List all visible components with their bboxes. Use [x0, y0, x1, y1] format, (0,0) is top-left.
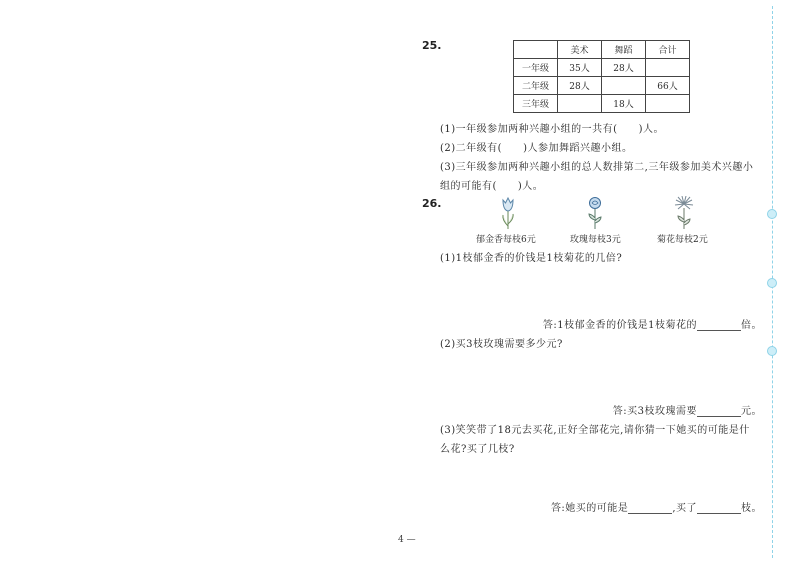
table-cell: 二年级: [514, 77, 558, 95]
q26-sub1-question: (1)1枝郁金香的价钱是1枝菊花的几倍?: [440, 253, 623, 264]
answer-text: 元。: [741, 406, 762, 417]
table-cell: 28人: [602, 59, 646, 77]
q26-sub2-question: (2)买3枝玫瑰需要多少元?: [440, 339, 563, 350]
table-row: [514, 95, 690, 113]
table-cell: 28人: [558, 77, 602, 95]
q25-sub1: (1)一年级参加两种兴趣小组的一共有( )人。: [440, 124, 664, 135]
answer-blank[interactable]: [697, 503, 741, 514]
answer-text: 倍。: [741, 320, 762, 331]
table-row: [514, 41, 690, 59]
binding-hole-icon: [767, 346, 777, 356]
table-cell: 一年级: [514, 59, 558, 77]
q26-sub1-answer: [543, 316, 762, 331]
rose-icon: [584, 196, 606, 230]
table-cell: [646, 95, 690, 113]
question-26-number: 26.: [422, 197, 442, 210]
stats-table: [513, 40, 690, 113]
answer-text: ,买了: [672, 503, 697, 514]
answer-text: 答:买3枝玫瑰需要: [612, 406, 697, 417]
q25-sub2: (2)二年级有( )人参加舞蹈兴趣小组。: [440, 143, 633, 154]
answer-text: 枝。: [741, 503, 762, 514]
q25-sub3-line2: 组的可能有( )人。: [440, 181, 544, 192]
q26-sub2-answer: [613, 402, 762, 417]
q26-sub3-question-line2: 么花?买了几枝?: [440, 444, 515, 455]
table-cell: 35人: [558, 59, 602, 77]
answer-text: 答:她买的可能是: [550, 503, 629, 514]
table-header-art: 美术: [558, 41, 602, 59]
table-cell: 66人: [646, 77, 690, 95]
page-number: 4 —: [398, 535, 416, 545]
question-25-number: 25.: [422, 39, 442, 52]
q26-sub3-question-line1: (3)笑笑带了18元去买花,正好全部花完,请你猜一下她买的可能是什: [440, 425, 750, 436]
chrysanthemum-price-label: 菊花每枝2元: [657, 235, 708, 245]
answer-text: 答:1枝郁金香的价钱是1枝菊花的: [542, 320, 697, 331]
q26-sub3-answer: [551, 499, 762, 514]
table-cell: 三年级: [514, 95, 558, 113]
table-cell: [514, 41, 558, 59]
table-row: [514, 59, 690, 77]
table-cell: [602, 77, 646, 95]
table-header-dance: 舞蹈: [602, 41, 646, 59]
tulip-icon: [497, 196, 519, 230]
q25-sub3-line1: (3)三年级参加两种兴趣小组的总人数排第二,三年级参加美术兴趣小: [440, 162, 754, 173]
binding-hole-icon: [767, 278, 777, 288]
table-row: [514, 77, 690, 95]
table-cell: [646, 59, 690, 77]
table-cell: [558, 95, 602, 113]
answer-blank[interactable]: [697, 320, 741, 331]
tulip-price-label: 郁金香每枝6元: [476, 235, 536, 245]
chrysanthemum-icon: [672, 196, 696, 230]
table-header-total: 合计: [646, 41, 690, 59]
table-cell: 18人: [602, 95, 646, 113]
answer-blank[interactable]: [697, 406, 741, 417]
rose-price-label: 玫瑰每枝3元: [570, 235, 621, 245]
binding-hole-icon: [767, 209, 777, 219]
answer-blank[interactable]: [628, 503, 672, 514]
